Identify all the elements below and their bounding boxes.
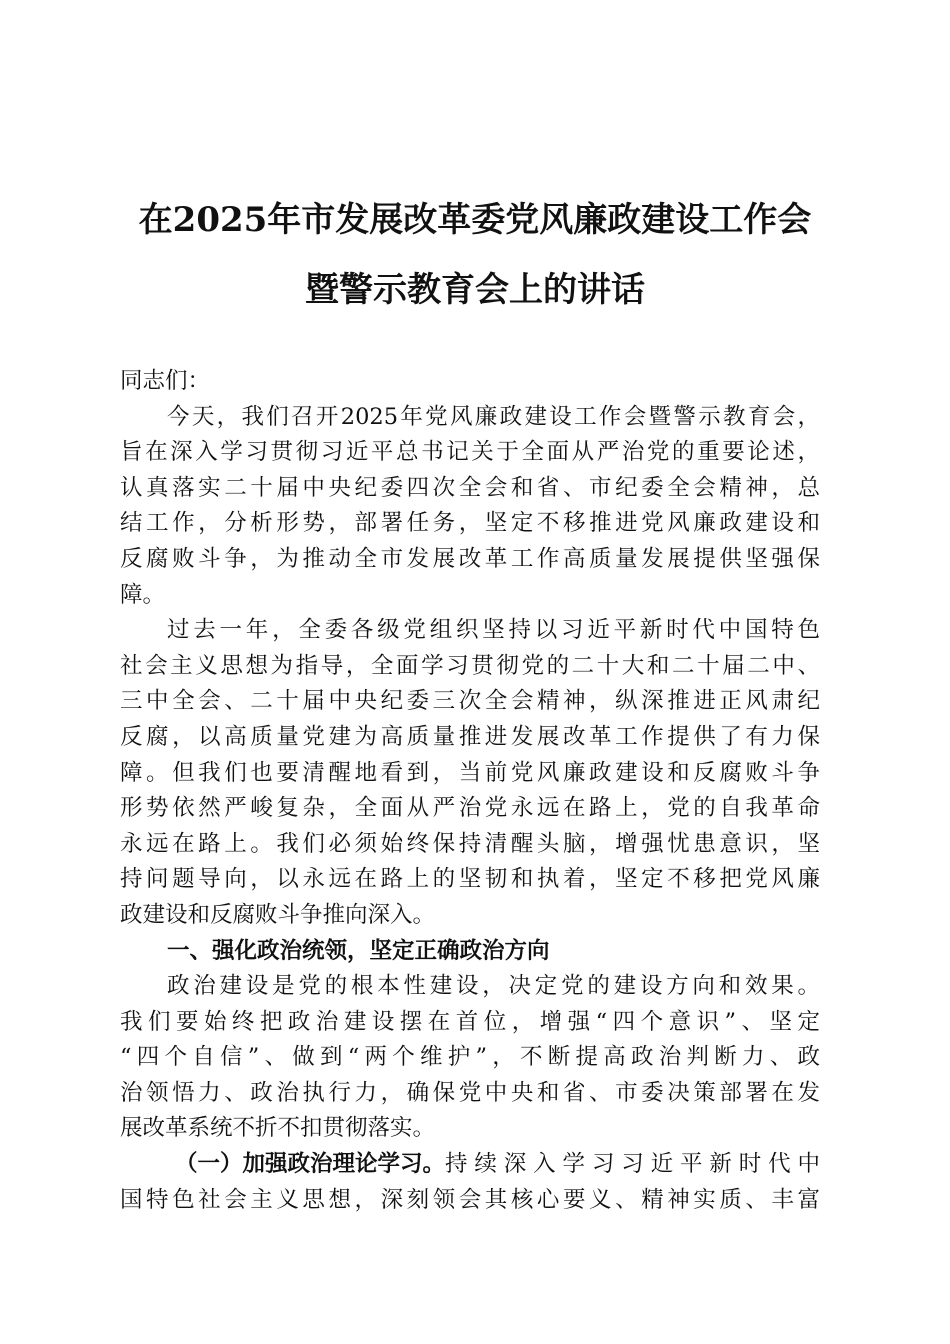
paragraph-line — [120, 1147, 820, 1183]
paragraph-line: 政治建设是党的根本性建设，决定党的建设方向和效果。 — [167, 973, 820, 1000]
salutation: 同志们： — [120, 368, 211, 394]
section-heading: 一、强化政治统领，坚定正确政治方向 — [167, 937, 550, 964]
paragraph-line: 障。 — [120, 581, 166, 608]
paragraph-line: 政建设和反腐败斗争推向深入。 — [120, 901, 436, 928]
document-title-line-2: 暨警示教育会上的讲话 — [305, 270, 645, 310]
paragraph-line: 过去一年，全委各级党组织坚持以习近平新时代中国特色 — [167, 617, 820, 644]
paragraph-line: 旨在深入学习贯彻习近平总书记关于全面从严治党的重要论述， — [120, 439, 820, 466]
paragraph-theory-study — [120, 1147, 820, 1218]
paragraph-intro — [120, 400, 820, 614]
paragraph-line: 反腐，以高质量党建为高质量推进发展改革工作提供了有力保 — [120, 723, 820, 750]
paragraph-line: 认真落实二十届中央纪委四次全会和省、市纪委全会精神，总 — [120, 474, 820, 501]
paragraph-line: 障。但我们也要清醒地看到，当前党风廉政建设和反腐败斗争 — [120, 759, 820, 786]
paragraph-line: 展改革系统不折不扣贯彻落实。 — [120, 1115, 436, 1142]
paragraph-text: 持续深入学习习近平新时代中 — [445, 1151, 820, 1178]
paragraph-line: 今天，我们召开2025年党风廉政建设工作会暨警示教育会， — [167, 403, 820, 430]
paragraph-review — [120, 613, 820, 933]
paragraph-line: 结工作，分析形势，部署任务，坚定不移推进党风廉政建设和 — [120, 510, 820, 537]
paragraph-political-building — [120, 969, 820, 1147]
paragraph-line: 社会主义思想为指导，全面学习贯彻党的二十大和二十届二中、 — [120, 652, 820, 679]
paragraph-line: 反腐败斗争，为推动全市发展改革工作高质量发展提供坚强保 — [120, 545, 820, 572]
paragraph-line: “四个自信”、做到“两个维护”，不断提高政治判断力、政 — [120, 1044, 820, 1071]
paragraph-line: 三中全会、二十届中央纪委三次全会精神，纵深推进正风肃纪 — [120, 688, 820, 715]
paragraph-line: 永远在路上。我们必须始终保持清醒头脑，增强忧患意识，坚 — [120, 830, 820, 857]
paragraph-line: 形势依然严峻复杂，全面从严治党永远在路上，党的自我革命 — [120, 795, 820, 822]
paragraph-line: 持问题导向，以永远在路上的坚韧和执着，坚定不移把党风廉 — [120, 866, 820, 893]
paragraph-line: 国特色社会主义思想，深刻领会其核心要义、精神实质、丰富 — [120, 1186, 820, 1213]
document-body — [120, 364, 820, 1218]
document-title-line-1: 在2025年市发展改革委党风廉政建设工作会 — [138, 200, 812, 240]
paragraph-line: 治领悟力、政治执行力，确保党中央和省、市委决策部署在发 — [120, 1079, 820, 1106]
paragraph-line: 我们要始终把政治建设摆在首位，增强“四个意识”、坚定 — [120, 1008, 820, 1035]
subsection-heading: （一）加强政治理论学习。 — [175, 1151, 446, 1178]
